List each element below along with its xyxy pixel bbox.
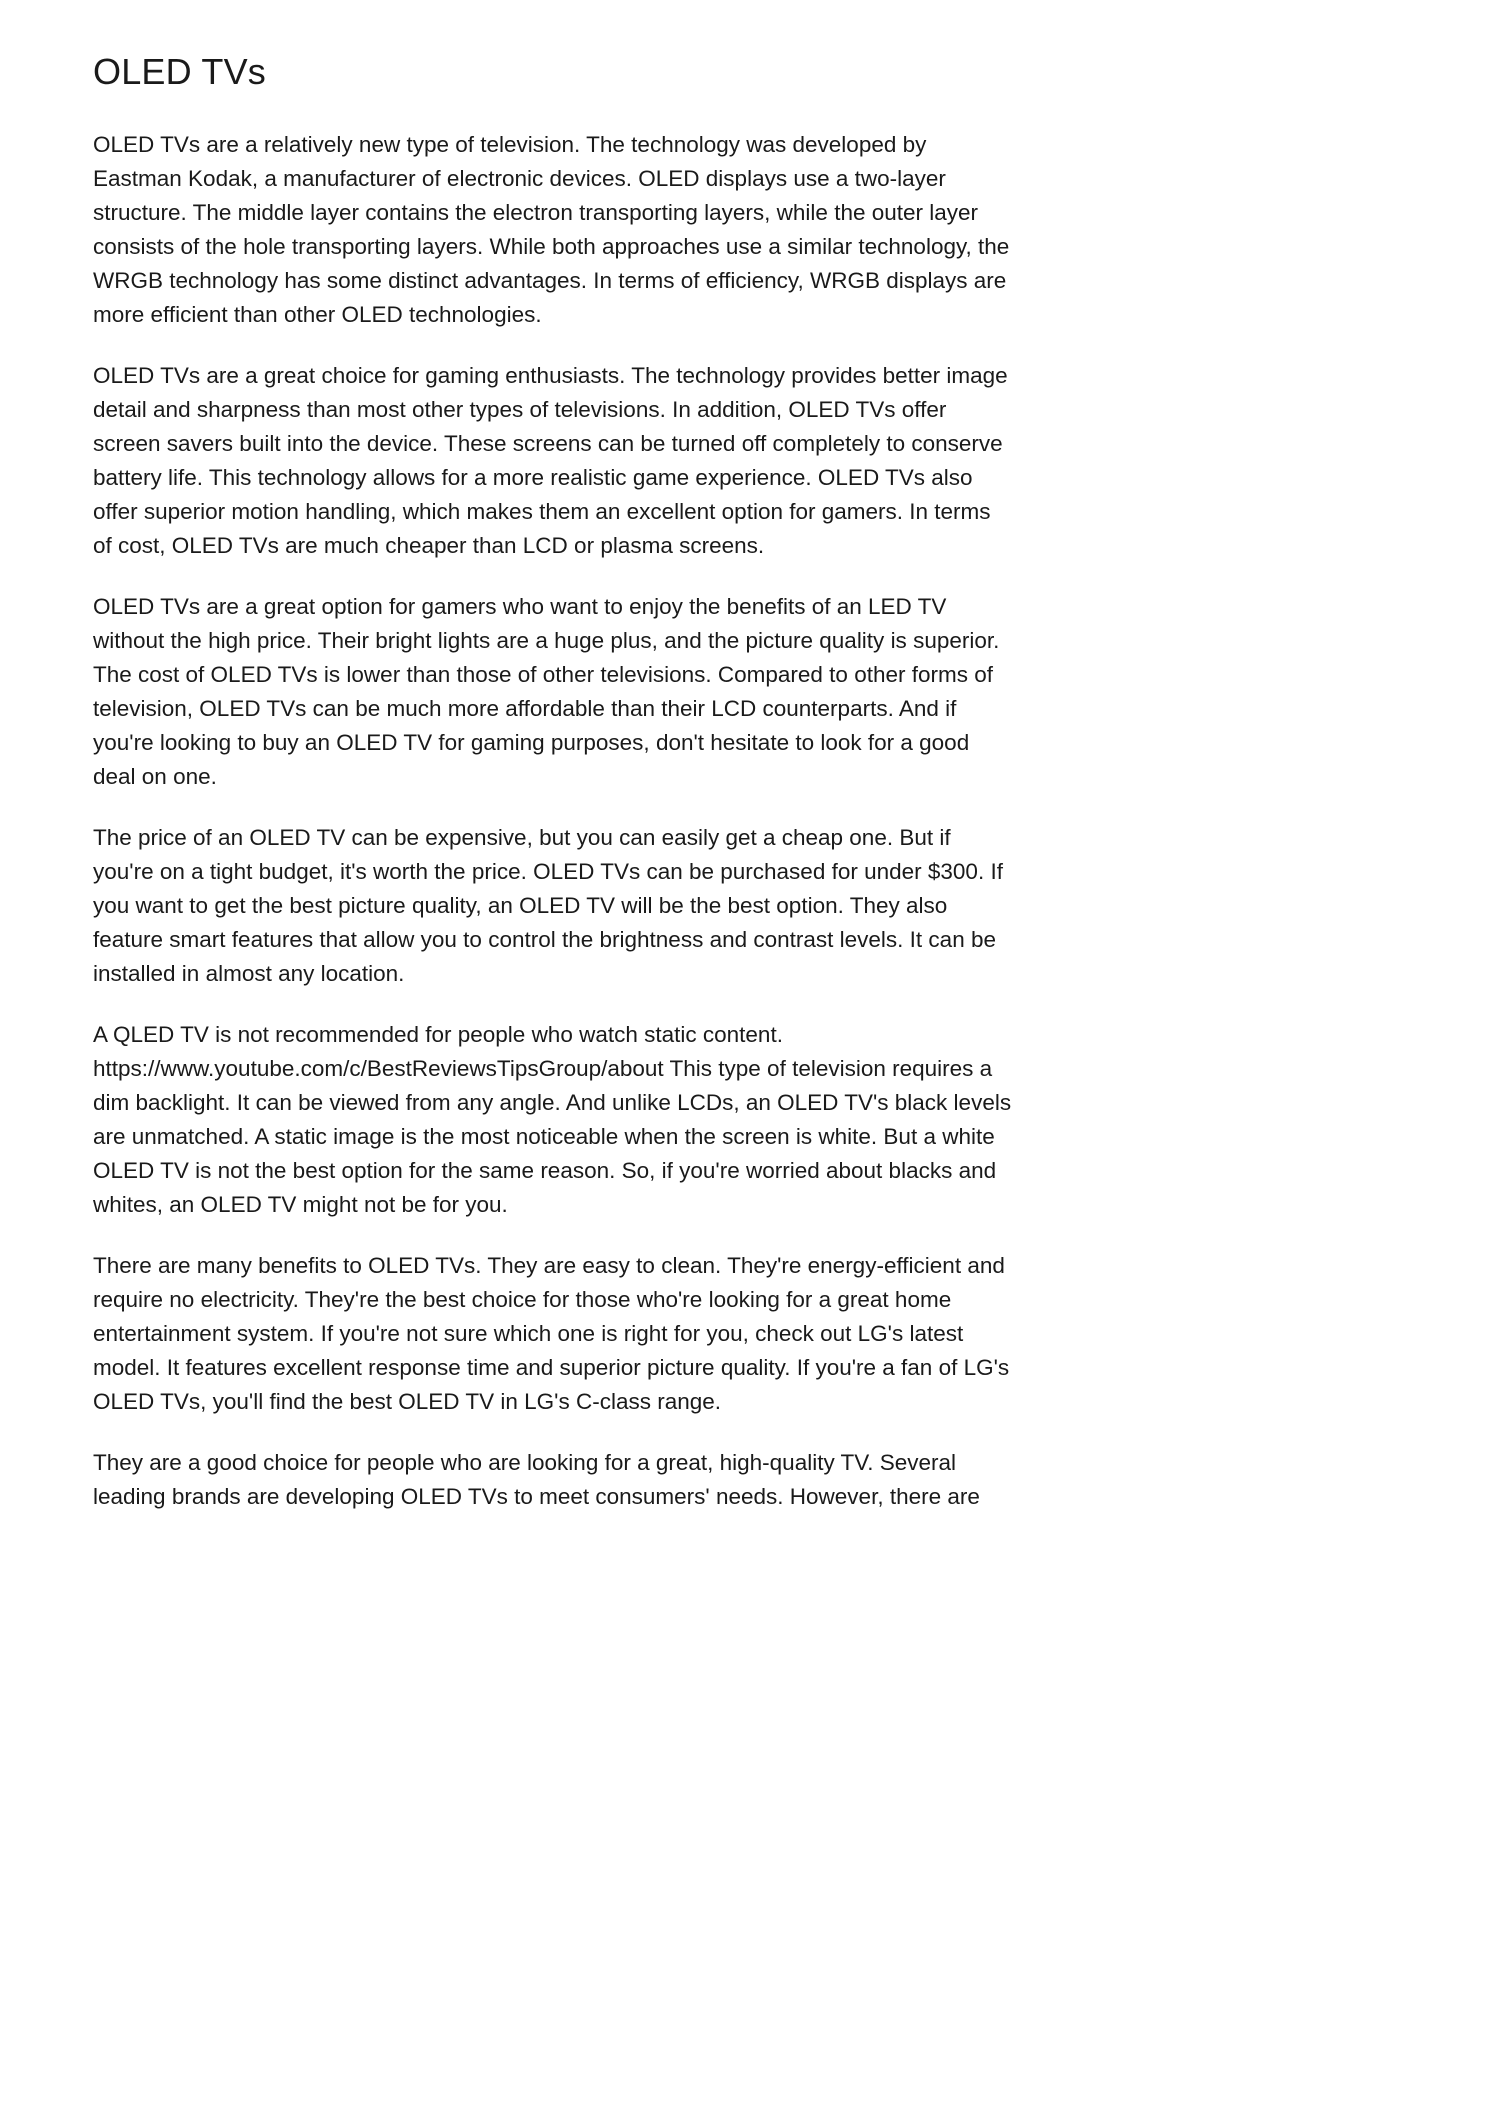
paragraph-gamers-option: OLED TVs are a great option for gamers who want to enjoy the benefits of an LED TV without the high price. Their bright lights are a huge plus, and the picture quality is superior. The cost of OLED TVs is lower than those of other televisions. Compared to other forms of television, OLED TVs can be much more affordable than their LCD counterparts. And if you're looking to buy an OLED TV for gaming purposes, don't hesitate to look for a good deal on one. bbox=[93, 594, 1000, 789]
paragraph-intro: OLED TVs are a relatively new type of television. The technology was developed by Eastman Kodak, a manufacturer of electronic devices. OLED displays use a two-layer structure. The middle layer contains the electron transporting layers, while the outer layer consists of the hole transporting layers. While both approaches use a similar technology, the WRGB technology has some distinct advantages. In terms of efficiency, WRGB displays are more efficient than other OLED technologies. bbox=[93, 132, 1010, 327]
document-content bbox=[93, 50, 1014, 1514]
paragraph-good-choice-truncated: They are a good choice for people who are looking for a great, high-quality TV. Several leading brands are developing OLED TVs to meet consumers' needs. However, there are bbox=[93, 1450, 980, 1509]
paragraph-price: The price of an OLED TV can be expensive, but you can easily get a cheap one. But if you're on a tight budget, it's worth the price. OLED TVs can be purchased for under $300. If you want to get the best picture quality, an OLED TV will be the best option. They also feature smart features that allow you to control the brightness and contrast levels. It can be installed in almost any location. bbox=[93, 825, 1003, 986]
paragraph-benefits: There are many benefits to OLED TVs. They are easy to clean. They're energy-efficient and require no electricity. They're the best choice for those who're looking for a great home entertainment system. If you're not sure which one is right for you, check out LG's latest model. It features excellent response time and superior picture quality. If you're a fan of LG's OLED TVs, you'll find the best OLED TV in LG's C-class range. bbox=[93, 1253, 1010, 1414]
paragraph-gaming-choice: OLED TVs are a great choice for gaming enthusiasts. The technology provides better image detail and sharpness than most other types of televisions. In addition, OLED TVs offer screen savers built into the device. These screens can be turned off completely to conserve battery life. This technology allows for a more realistic game experience. OLED TVs also offer superior motion handling, which makes them an excellent option for gamers. In terms of cost, OLED TVs are much cheaper than LCD or plasma screens. bbox=[93, 363, 1008, 558]
paragraph-qled-static-content: A QLED TV is not recommended for people who watch static content. https://www.youtube.com/c/BestReviewsTipsGroup/about This type of television requires a dim backlight. It can be viewed from any angle. And unlike LCDs, an OLED TV's black levels are unmatched. A static image is the most noticeable when the screen is white. But a white OLED TV is not the best option for the same reason. So, if you're worried about blacks and whites, an OLED TV might not be for you. bbox=[93, 1022, 1012, 1217]
document-title: OLED TVs bbox=[93, 51, 266, 92]
